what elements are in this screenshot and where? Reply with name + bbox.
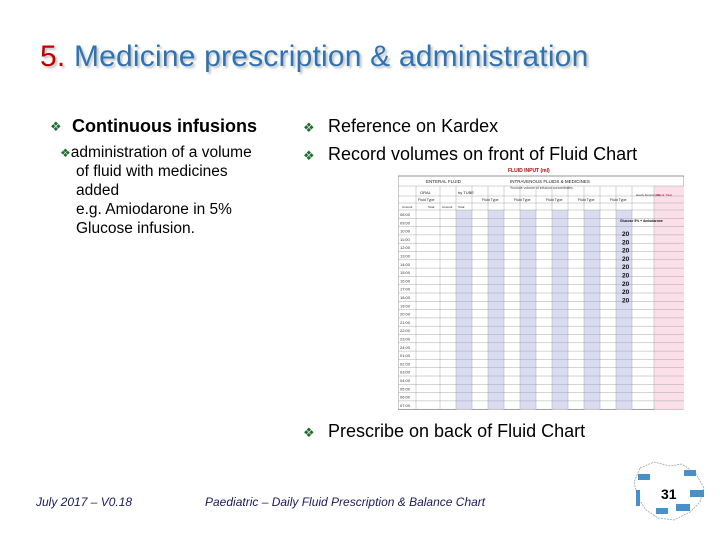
chart-infusion-value: 20 [622,264,630,272]
chart-hour-label: 15:00 [400,270,411,276]
chart-hour-label: 01:00 [400,353,411,359]
chart-hour-label: 05:00 [400,386,411,392]
sub-line-5: Glucose infusion. [76,220,195,237]
title-number: 5. [40,40,66,73]
chart-hour-label: 11:00 [400,236,410,242]
chart-hour-label: 23:00 [400,336,411,342]
chart-infusion-value: 20 [622,247,630,255]
page-number: 31 [661,486,677,502]
slide-title [40,40,588,74]
chart-hour-label: 20:00 [400,311,411,317]
chart-infusion-value: 20 [622,289,630,297]
chart-infusion-value: 20 [622,239,630,247]
chart-infusion-value: 20 [622,231,630,238]
title-text: Medicine prescription & administration [65,40,589,73]
chart-total-label: Total [428,205,435,209]
continuous-infusions-description [60,143,300,238]
chart-fluid-type-label: Fluid Type [610,198,627,202]
chart-infusion-value: 20 [622,297,630,305]
chart-hour-label: 09:00 [400,220,411,226]
chart-hour-label: 08:00 [400,212,411,217]
chart-fluid-type-label: Fluid Type [514,198,531,202]
chart-iv-note: *Include volume of infusion concentrates [510,186,573,190]
chart-hour-label: 16:00 [400,278,411,284]
chart-header-label: FLUID INPUT (ml) [508,168,550,174]
chart-total-label: Total [458,205,465,209]
footer-title: Paediatric – Daily Fluid Prescription & Balance Chart [205,495,486,509]
chart-fluid-type-label: Fluid Type [578,198,595,202]
chart-amount-label: Amount [442,205,453,209]
sub-line-3: added [76,182,120,199]
chart-infusion-value: 20 [622,280,630,288]
chart-hour-label: 02:00 [400,361,411,367]
sub-line-4: e.g. Amiodarone in 5% [76,201,232,218]
chart-hour-label: 12:00 [400,245,411,251]
chart-hour-label: 13:00 [400,253,411,259]
chart-cumul-total-label: Cumul. Total [656,193,672,197]
chart-hour-label: 03:00 [400,369,411,375]
chart-hour-label: 07:00 [400,402,411,408]
chart-hour-label: 04:00 [400,378,411,383]
chart-hour-label: 24:00 [400,344,411,350]
chart-iv-label: INTRAVENOUS FLUIDS & MEDICINES [510,179,590,184]
chart-hourly-total-label: Hourly Amount (ml) [636,193,660,197]
chart-hour-label: 18:00 [400,295,411,300]
chart-fluid-type-label: Fluid Type [482,198,499,202]
chart-hour-label: 06:00 [400,394,411,400]
chart-fluid-type-label: Fluid Type [418,198,435,202]
prescribe-back-text: Prescribe on back of Fluid Chart [328,421,586,441]
continuous-infusions-heading: Continuous infusions [72,116,257,136]
sub-line-1: administration of a volume [70,144,252,161]
chart-amount-label: Amount [402,205,413,209]
chart-hour-label: 19:00 [400,303,411,309]
chart-infusion-value: 20 [622,272,630,280]
chart-hour-label: 21:00 [400,319,411,325]
chart-tube-label: by TUBE [458,190,474,195]
checkmark-bullet-icon: ❖ [303,425,315,440]
chart-infusion-value: 20 [622,255,630,263]
reference-kardex-text: Reference on Kardex [328,116,499,136]
record-volumes-text: Record volumes on front of Fluid Chart [328,144,638,164]
chart-hour-label: 22:00 [400,328,411,334]
chart-hour-label: 17:00 [400,286,411,292]
sub-line-2: of fluid with medicines [76,163,228,180]
fluid-chart-image [398,166,684,410]
chart-hour-label: 14:00 [400,261,411,267]
checkmark-bullet-icon: ❖ [60,146,71,160]
checkmark-bullet-icon: ❖ [303,120,315,135]
footer-date: July 2017 – V0.18 [36,495,133,509]
chart-hour-label: 10:00 [400,228,411,234]
chart-oral-label: ORAL [420,190,431,195]
chart-enteral-label: ENTERAL FLUID [426,179,461,184]
checkmark-bullet-icon: ❖ [303,148,315,163]
checkmark-bullet-icon: ❖ [50,119,62,134]
chart-infusion-note: Glucose 5% + Amiodarone [620,219,663,223]
chart-fluid-type-label: Fluid Type [546,198,563,202]
